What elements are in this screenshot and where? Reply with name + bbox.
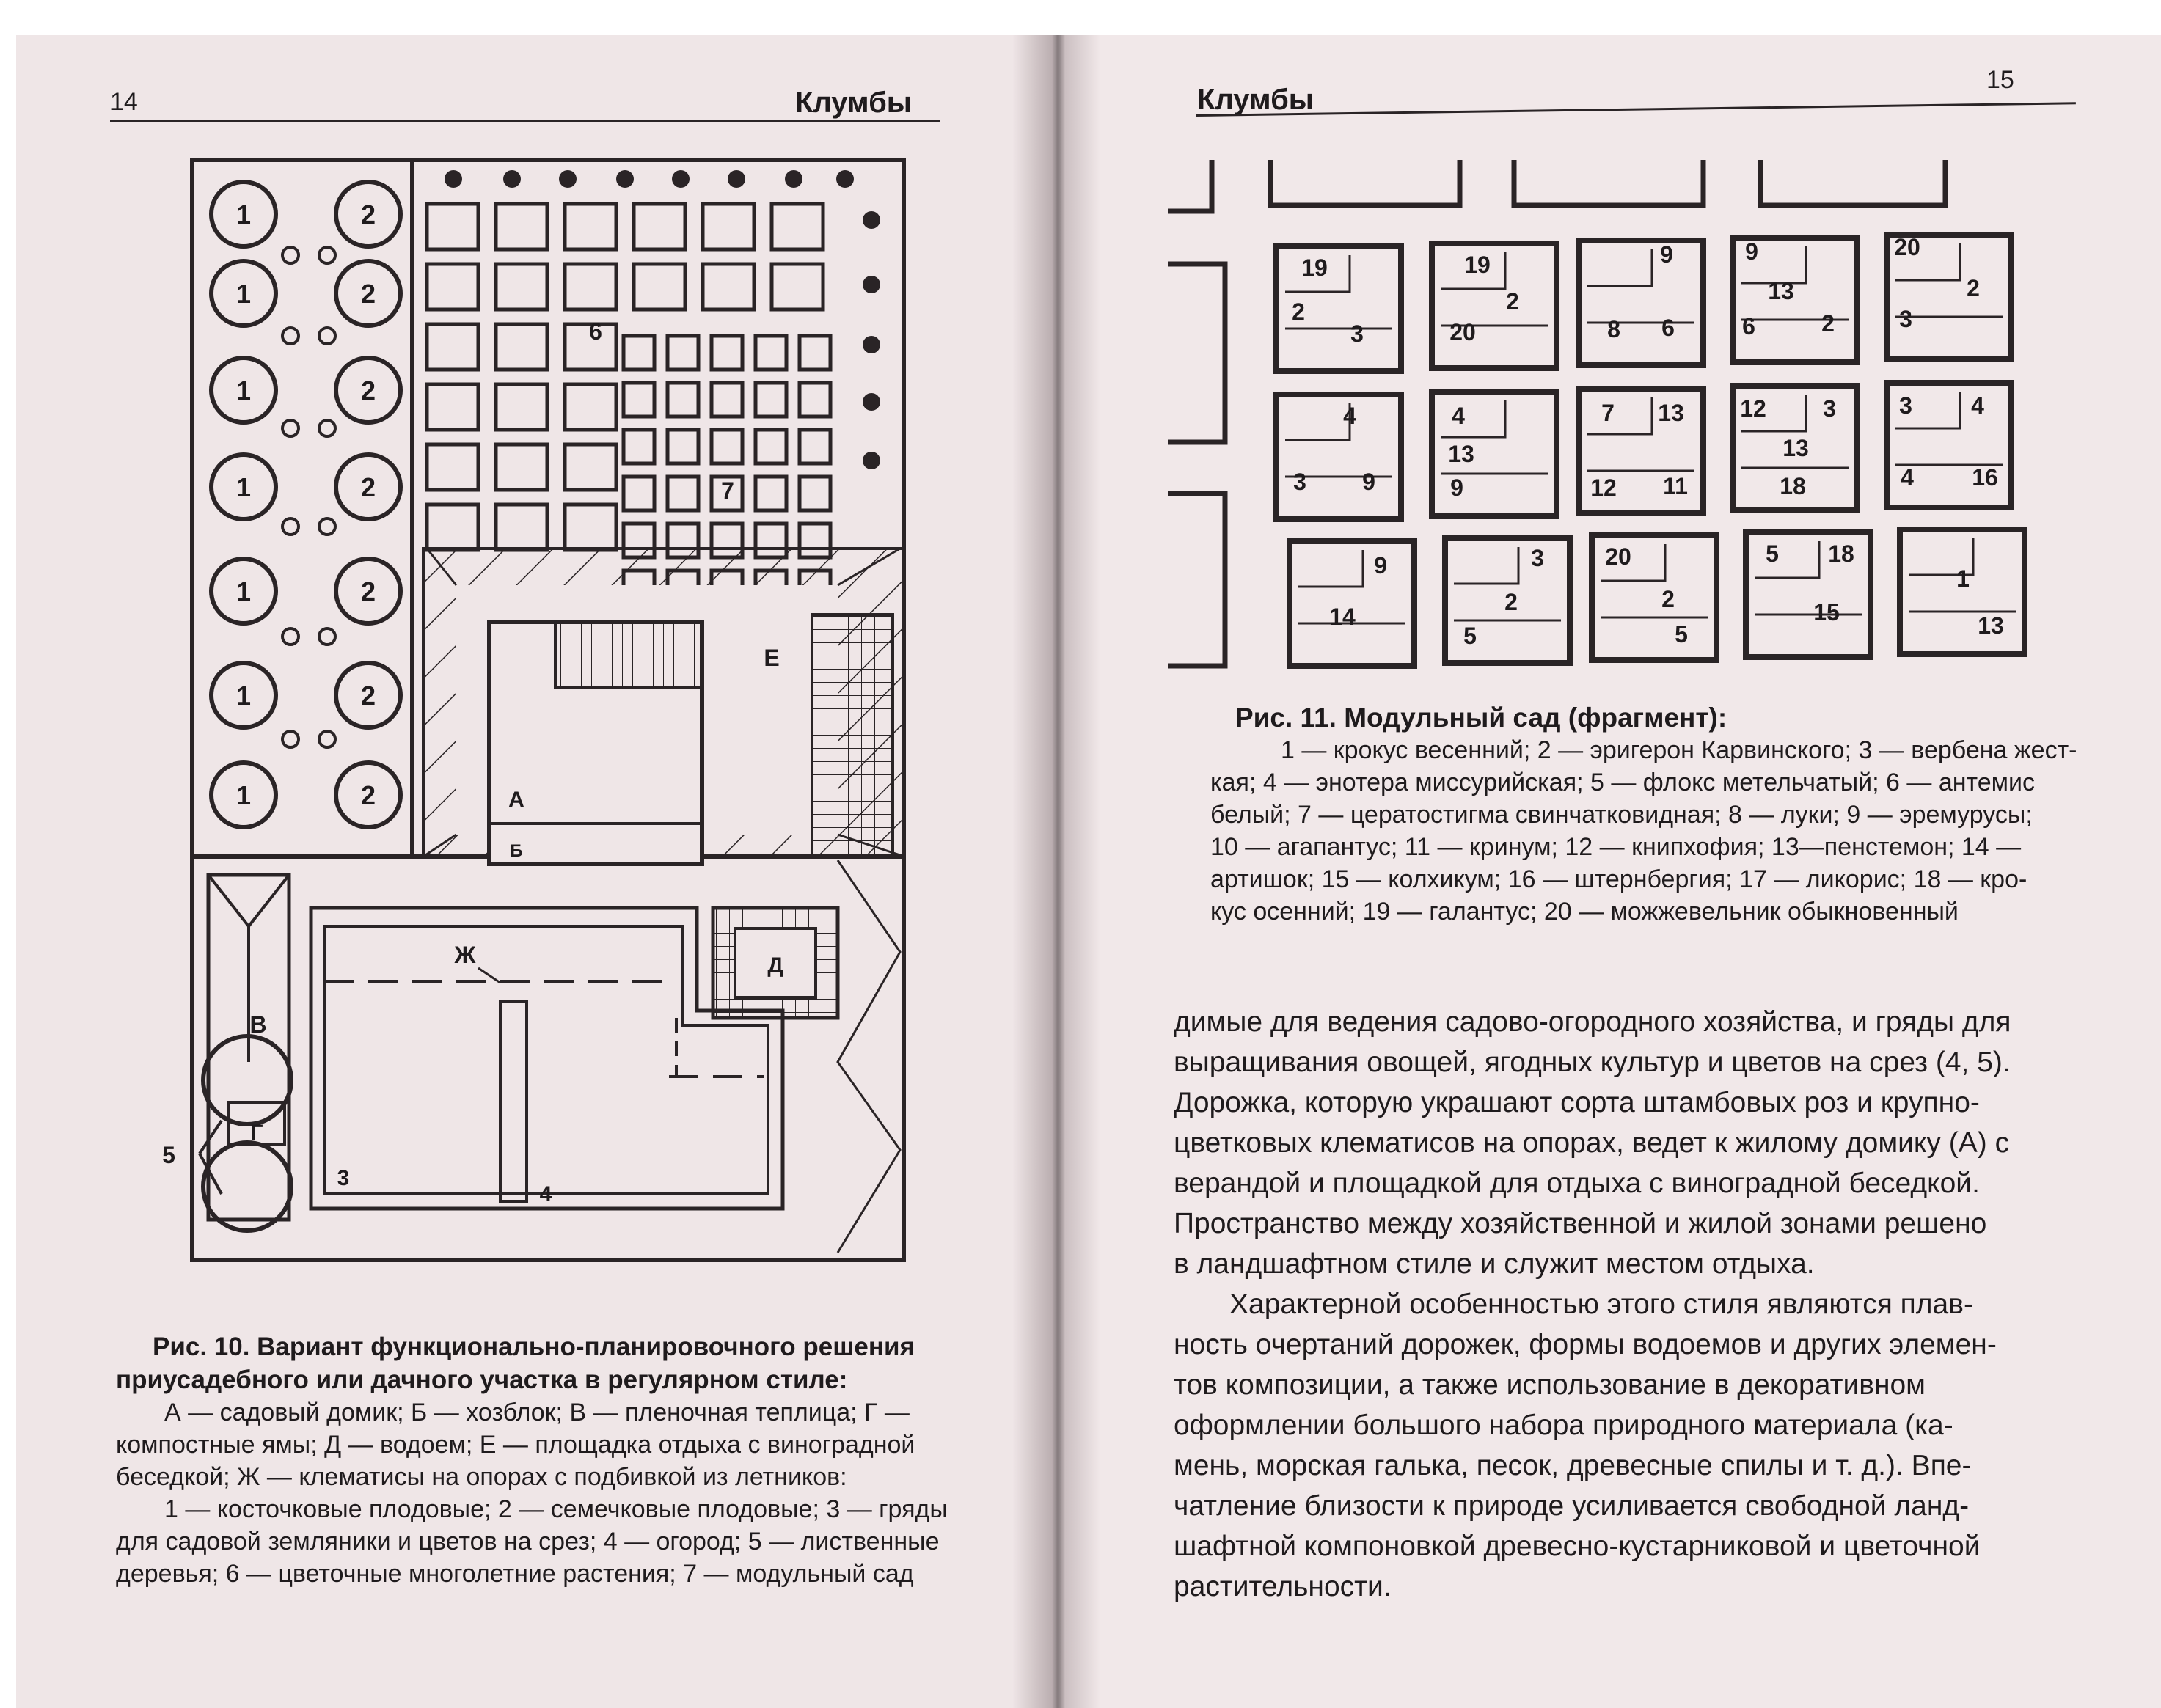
body-line: Пространство между хозяйственной и жилой зонами решено	[1174, 1208, 1987, 1239]
garden-module	[1579, 389, 1703, 513]
modular-bed	[756, 430, 786, 463]
modular-bed	[756, 383, 786, 417]
perennial-bed	[703, 264, 754, 309]
dot-plant	[863, 393, 880, 411]
tree-label-1: 1	[235, 780, 252, 810]
perennial-bed	[565, 204, 616, 249]
body-line: мень, морская галька, песок, древесные спилы и т. д.). Впе-	[1174, 1450, 1972, 1481]
module-plant-number: 15	[1813, 599, 1840, 626]
tree-label-2: 2	[360, 780, 376, 810]
perennial-bed	[496, 324, 547, 370]
modular-bed	[800, 430, 830, 463]
module-plant-number: 3	[1350, 320, 1364, 347]
dot-plant	[863, 452, 880, 469]
figure-11-legend-line: 10 — агапантус; 11 — кринум; 12 — книпхофия; 13—пенстемон; 14 —	[1210, 833, 2022, 861]
book-gutter-shadow	[1012, 35, 1100, 1708]
garden-module	[1733, 238, 1857, 362]
perennial-bed	[496, 384, 547, 430]
module-plant-number: 4	[1343, 403, 1356, 429]
body-line: Дорожка, которую украшают сорта штамбовых роз и крупно-	[1174, 1087, 1980, 1118]
module-plant-number: 16	[1972, 464, 1998, 491]
tree-label-1: 1	[235, 199, 252, 230]
module-plant-number: 20	[1894, 234, 1920, 260]
module-plant-number: 19	[1464, 252, 1491, 278]
modular-bed	[668, 383, 698, 417]
garden-module	[1887, 234, 2011, 359]
module-plant-number: 3	[1899, 392, 1912, 419]
vegetable-bed	[500, 1002, 527, 1201]
perennial-bed	[427, 324, 478, 370]
module-plant-number: 18	[1828, 540, 1854, 567]
perennial-bed	[496, 505, 547, 550]
small-shrub	[319, 731, 335, 747]
figure-11-legend-line: белый; 7 — цератостигма свинчатковидная; 8 — луки; 9 — эремурусы;	[1210, 801, 2033, 829]
modular-bed	[624, 430, 654, 463]
module-plant-number: 1	[1956, 565, 1970, 592]
body-line: димые для ведения садово-огородного хозяйства, и гряды для	[1174, 1006, 2011, 1038]
garden-module	[1900, 529, 2025, 654]
left-page	[16, 35, 1065, 1708]
tree-label-2: 2	[360, 472, 376, 502]
module-plant-number: 3	[1293, 469, 1306, 495]
module-plant-number: 2	[1506, 288, 1519, 315]
tree-label-2: 2	[360, 279, 376, 309]
module-plant-number: 4	[1452, 403, 1465, 429]
modular-bed	[756, 336, 786, 370]
body-line: оформлении большого набора природного материала (ка-	[1174, 1410, 1953, 1441]
greenhouse-roof	[208, 875, 289, 1062]
tree-label-1: 1	[235, 472, 252, 502]
small-shrub	[282, 420, 299, 436]
garden-module	[1445, 538, 1570, 663]
module-frame	[1276, 395, 1401, 519]
body-line: Характерной особенностью этого стиля являются плав-	[1229, 1289, 1973, 1320]
figure-10-legend-line: беседкой; Ж — клематисы на опорах с подбивкой из летников:	[116, 1463, 847, 1491]
dot-plant	[728, 170, 745, 188]
module-frame	[1900, 529, 2025, 654]
modular-bed	[624, 383, 654, 417]
module-divisions	[1285, 403, 1392, 477]
right-page	[1065, 35, 2161, 1708]
dot-plant	[672, 170, 690, 188]
module-plant-number: 13	[1978, 612, 2004, 639]
module-plant-number: 2	[1661, 586, 1675, 612]
perennial-bed	[565, 264, 616, 309]
label-D: Д	[767, 953, 783, 978]
perennial-bed	[427, 444, 478, 490]
tree-label-2: 2	[360, 576, 376, 606]
modular-bed	[712, 383, 742, 417]
page-number: 15	[1986, 66, 2014, 94]
body-line: ность очертаний дорожек, формы водоемов и других элемен-	[1174, 1329, 1997, 1360]
module-plant-number: 20	[1605, 543, 1631, 570]
perennial-bed	[634, 204, 685, 249]
module-plant-number: 13	[1782, 435, 1809, 461]
figure-10-legend-line: деревья; 6 — цветочные многолетние растения; 7 — модульный сад	[116, 1560, 914, 1588]
figure-11-legend-line: артишок; 15 — колхикум; 16 — штернбергия; 17 — ликорис; 18 — кро-	[1210, 865, 2027, 893]
perennial-bed	[496, 264, 547, 309]
small-shrub	[282, 328, 299, 344]
modular-bed	[668, 477, 698, 510]
figure-10-legend-line: компостные ямы; Д — водоем; Е — площадка отдыха с виноградной	[116, 1431, 915, 1459]
module-plant-number: 13	[1658, 400, 1684, 426]
site-plan-figure	[16, 35, 1065, 1326]
small-shrub	[282, 731, 299, 747]
module-plant-number: 11	[1663, 473, 1688, 499]
module-plant-number: 5	[1766, 540, 1779, 567]
dot-plant	[785, 170, 802, 188]
module-plant-number: 3	[1531, 545, 1544, 571]
small-shrub	[319, 247, 335, 263]
label-E: Е	[764, 645, 780, 671]
tree-label-2: 2	[360, 375, 376, 406]
module-plant-number: 13	[1768, 278, 1794, 304]
module-plant-number: 6	[1742, 313, 1755, 340]
module-plant-number: 9	[1374, 552, 1387, 579]
perennial-bed	[427, 384, 478, 430]
garden-module	[1887, 383, 2011, 507]
module-plant-number: 12	[1740, 395, 1766, 422]
body-line: тов композиции, а также использование в декоративном	[1174, 1369, 1926, 1401]
small-shrub	[319, 518, 335, 535]
modular-bed	[800, 336, 830, 370]
module-plant-number: 2	[1967, 275, 1980, 301]
module-plant-number: 5	[1675, 621, 1688, 648]
module-plant-number: 6	[1661, 315, 1675, 341]
perennial-bed	[772, 204, 823, 249]
small-shrub	[319, 628, 335, 645]
body-line: чатление близости к природе усиливается свободной ланд-	[1174, 1490, 1970, 1522]
figure-10-legend-line: 1 — косточковые плодовые; 2 — семечковые плодовые; 3 — гряды	[164, 1495, 948, 1523]
dot-plant	[863, 336, 880, 353]
module-plant-number: 14	[1329, 604, 1356, 630]
label-V: В	[249, 1011, 267, 1038]
modular-garden-figure	[1065, 35, 2161, 695]
label-6: 6	[589, 318, 602, 345]
modular-bed	[800, 477, 830, 510]
figure-10-title-line-1: Рис. 10. Вариант функционально-планировочного решения	[153, 1333, 915, 1361]
module-plant-number: 3	[1899, 306, 1912, 332]
label-4: 4	[539, 1182, 552, 1206]
module-plant-number: 20	[1449, 319, 1476, 345]
tree-label-1: 1	[235, 681, 252, 711]
perennial-bed	[565, 505, 616, 550]
perennial-bed	[565, 384, 616, 430]
module-divisions	[1441, 252, 1548, 326]
module-plant-number: 2	[1821, 310, 1835, 337]
figure-11-legend-line: кус осенний; 19 — галантус; 20 — можжевельник обыкновенный	[1210, 898, 1959, 926]
body-line: выращивания овощей, ягодных культур и цветов на срез (4, 5).	[1174, 1047, 2011, 1078]
garden-module	[1432, 243, 1557, 368]
perennial-bed	[427, 505, 478, 550]
running-head: Клумбы	[1197, 84, 1314, 116]
dot-plant	[863, 276, 880, 293]
garden-module	[1290, 541, 1414, 666]
perennial-bed	[496, 204, 547, 249]
module-plant-number: 5	[1463, 623, 1477, 649]
beds-inner	[324, 926, 768, 1194]
perennial-bed	[496, 444, 547, 490]
body-line: верандой и площадкой для отдыха с виноградной беседкой.	[1174, 1168, 1980, 1199]
page-number: 14	[110, 88, 138, 116]
tree-label-1: 1	[235, 576, 252, 606]
small-shrub	[282, 518, 299, 535]
module-plant-number: 3	[1823, 395, 1836, 422]
perennial-bed	[772, 264, 823, 309]
module-plant-number: 18	[1780, 473, 1806, 499]
garden-module	[1746, 532, 1871, 657]
module-plant-number: 9	[1745, 238, 1758, 265]
figure-10-legend-line: А — садовый домик; Б — хозблок; В — пленочная теплица; Г —	[164, 1399, 910, 1426]
perennial-bed	[703, 204, 754, 249]
module-divisions	[1587, 249, 1694, 323]
module-plant-number: 9	[1362, 469, 1375, 495]
body-line: цветковых клематисов на опорах, ведет к жилому домику (А) с	[1174, 1127, 2010, 1159]
dot-plant	[616, 170, 634, 188]
garden-module	[1276, 246, 1401, 371]
module-plant-number: 4	[1901, 464, 1914, 491]
dot-plant	[445, 170, 462, 188]
tree-label-2: 2	[360, 199, 376, 230]
perennial-bed	[565, 444, 616, 490]
figure-11-legend-line: кая; 4 — энотера миссурийская; 5 — флокс метельчатый; 6 — антемис	[1210, 769, 2035, 796]
modular-bed	[712, 430, 742, 463]
dot-plant	[836, 170, 854, 188]
label-G: Г	[250, 1121, 263, 1145]
perennial-bed	[427, 204, 478, 249]
modular-bed	[668, 430, 698, 463]
label-7: 7	[721, 477, 734, 504]
modular-bed	[712, 336, 742, 370]
modular-bed	[800, 383, 830, 417]
module-plant-number: 2	[1292, 298, 1305, 325]
small-shrub	[319, 328, 335, 344]
dot-plant	[863, 211, 880, 229]
garden-module	[1276, 395, 1401, 519]
garden-module	[1432, 392, 1557, 516]
hedge-zigzag	[838, 860, 900, 1253]
modular-bed	[624, 477, 654, 510]
label-Zh: Ж	[454, 942, 476, 968]
garden-module	[1733, 386, 1857, 510]
figure-10-title-line-2: приусадебного или дачного участка в регулярном стиле:	[116, 1366, 848, 1394]
modular-bed	[624, 336, 654, 370]
module-frame	[1579, 241, 1703, 365]
veranda	[555, 622, 702, 688]
module-plant-number: 19	[1301, 254, 1328, 281]
label-5: 5	[162, 1142, 175, 1168]
small-shrub	[282, 247, 299, 263]
perennial-bed	[634, 264, 685, 309]
module-plant-number: 9	[1660, 241, 1673, 268]
tree-label-1: 1	[235, 279, 252, 309]
tree-label-2: 2	[360, 681, 376, 711]
figure-10-legend-line: для садовой земляники и цветов на срез; 4 — огород; 5 — лиственные	[116, 1528, 940, 1555]
module-plant-number: 8	[1607, 316, 1620, 342]
module-frame	[1432, 243, 1557, 368]
body-line: шафтной компоновкой древесно-кустарниковой и цветочной	[1174, 1531, 1981, 1562]
dot-plant	[503, 170, 521, 188]
module-plant-number: 2	[1504, 589, 1518, 615]
pergola	[812, 615, 893, 857]
body-line: растительности.	[1174, 1571, 1392, 1602]
module-plant-number: 7	[1601, 400, 1615, 426]
modular-bed	[756, 477, 786, 510]
module-plant-number: 13	[1448, 441, 1474, 467]
tree-label-1: 1	[235, 375, 252, 406]
label-B: Б	[510, 841, 523, 861]
module-plant-number: 4	[1971, 392, 1984, 419]
small-shrub	[319, 420, 335, 436]
garden-module	[1592, 535, 1716, 660]
figure-11-title: Рис. 11. Модульный сад (фрагмент):	[1235, 703, 1727, 733]
modular-bed	[668, 336, 698, 370]
body-line: в ландшафтном стиле и служит местом отдыха.	[1174, 1248, 1815, 1280]
running-head: Клумбы	[795, 87, 912, 119]
small-shrub	[282, 628, 299, 645]
label-A: А	[508, 788, 524, 812]
label-3: 3	[337, 1166, 350, 1190]
dot-plant	[559, 170, 577, 188]
module-plant-number: 9	[1450, 474, 1463, 501]
figure-11-legend-line: 1 — крокус весенний; 2 — эригерон Карвинского; 3 — вербена жест-	[1281, 736, 2077, 764]
perennial-bed	[427, 264, 478, 309]
garden-module	[1579, 241, 1703, 365]
module-plant-number: 12	[1590, 474, 1617, 501]
